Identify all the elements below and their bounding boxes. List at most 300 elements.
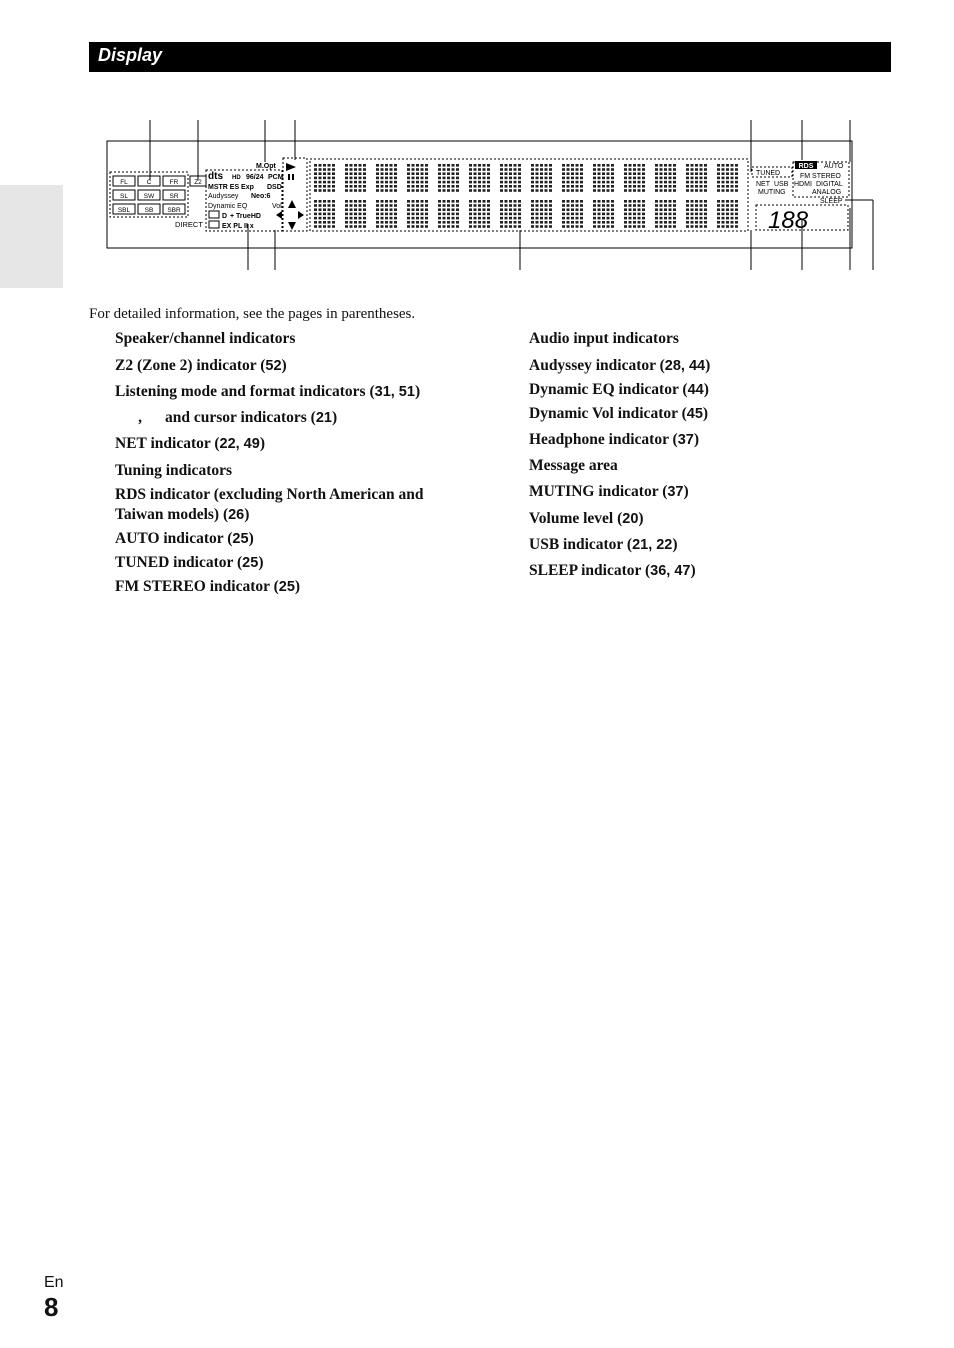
matrix-dot	[540, 168, 543, 171]
matrix-dot	[447, 225, 450, 228]
matrix-dot	[691, 172, 694, 175]
matrix-dot	[381, 181, 384, 184]
matrix-dot	[545, 200, 548, 203]
matrix-dot	[514, 213, 517, 216]
matrix-dot	[416, 189, 419, 192]
matrix-dot	[726, 181, 729, 184]
usb-indicator: USB	[774, 181, 789, 188]
matrix-dot	[443, 200, 446, 203]
matrix-dot	[505, 189, 508, 192]
matrix-dot	[686, 177, 689, 180]
matrix-dot	[562, 217, 565, 220]
matrix-dot	[660, 208, 663, 211]
matrix-dot	[629, 213, 632, 216]
matrix-dot	[359, 217, 362, 220]
matrix-dot	[624, 200, 627, 203]
matrix-dot	[323, 172, 326, 175]
matrix-dot	[354, 208, 357, 211]
matrix-dot	[438, 177, 441, 180]
item-text: Audio input indicators	[529, 330, 679, 347]
matrix-dot	[385, 213, 388, 216]
indicator-item	[529, 456, 618, 476]
matrix-dot	[314, 177, 317, 180]
matrix-dot	[359, 168, 362, 171]
matrix-dot	[593, 204, 596, 207]
matrix-dot	[691, 213, 694, 216]
matrix-dot	[319, 189, 322, 192]
matrix-dot	[474, 164, 477, 167]
matrix-dot	[376, 204, 379, 207]
matrix-dot	[567, 200, 570, 203]
digital-indicator: DIGITAL	[816, 181, 843, 188]
matrix-dot	[381, 168, 384, 171]
matrix-dot	[505, 225, 508, 228]
matrix-dot	[669, 168, 672, 171]
matrix-dot	[438, 213, 441, 216]
matrix-dot	[731, 213, 734, 216]
matrix-dot	[722, 200, 725, 203]
matrix-dot	[469, 213, 472, 216]
matrix-dot	[593, 225, 596, 228]
matrix-dot	[416, 177, 419, 180]
matrix-dot	[319, 213, 322, 216]
matrix-dot	[514, 172, 517, 175]
matrix-dot	[655, 221, 658, 224]
matrix-dot	[469, 200, 472, 203]
matrix-dot	[505, 217, 508, 220]
matrix-dot	[717, 208, 720, 211]
matrix-dot	[487, 200, 490, 203]
matrix-dot	[443, 225, 446, 228]
matrix-dot	[717, 185, 720, 188]
matrix-dot	[735, 204, 738, 207]
indicator-item	[115, 553, 263, 573]
matrix-dot	[655, 172, 658, 175]
page-number: 8	[44, 1292, 59, 1322]
matrix-dot	[735, 172, 738, 175]
matrix-dot	[607, 221, 610, 224]
matrix-dot	[350, 225, 353, 228]
matrix-dot	[381, 189, 384, 192]
matrix-dot	[487, 204, 490, 207]
matrix-dot	[443, 204, 446, 207]
matrix-dot	[700, 213, 703, 216]
muting-indicator: MUTING	[758, 189, 786, 196]
matrix-dot	[660, 164, 663, 167]
matrix-dot	[500, 217, 503, 220]
matrix-dot	[487, 189, 490, 192]
matrix-dot	[443, 177, 446, 180]
matrix-dot	[456, 168, 459, 171]
item-text: SLEEP indicator (	[529, 562, 651, 579]
matrix-dot	[549, 217, 552, 220]
matrix-dot	[673, 181, 676, 184]
matrix-dot	[660, 185, 663, 188]
matrix-dot	[717, 200, 720, 203]
matrix-dot	[691, 177, 694, 180]
matrix-dot	[314, 172, 317, 175]
matrix-dot	[571, 213, 574, 216]
matrix-dot	[443, 181, 446, 184]
page-ref: 28, 44	[664, 358, 706, 374]
dolby-d-indicator: D	[222, 213, 228, 220]
matrix-dot	[567, 217, 570, 220]
matrix-dot	[385, 172, 388, 175]
page-ref: 25	[232, 531, 249, 547]
matrix-dot	[726, 177, 729, 180]
speaker-label: FR	[169, 179, 179, 186]
matrix-dot	[505, 200, 508, 203]
matrix-dot	[478, 221, 481, 224]
matrix-dot	[407, 172, 410, 175]
matrix-dot	[722, 172, 725, 175]
matrix-dot	[669, 164, 672, 167]
matrix-dot	[686, 213, 689, 216]
matrix-dot	[531, 208, 534, 211]
matrix-dot	[394, 168, 397, 171]
matrix-dot	[332, 168, 335, 171]
matrix-dot	[629, 164, 632, 167]
matrix-dot	[633, 172, 636, 175]
matrix-dot	[350, 208, 353, 211]
matrix-dot	[638, 164, 641, 167]
matrix-dot	[593, 177, 596, 180]
matrix-dot	[580, 164, 583, 167]
matrix-dot	[319, 208, 322, 211]
matrix-dot	[602, 164, 605, 167]
matrix-dot	[514, 217, 517, 220]
matrix-dot	[363, 204, 366, 207]
matrix-dot	[407, 185, 410, 188]
matrix-dot	[412, 225, 415, 228]
matrix-dot	[319, 225, 322, 228]
matrix-dot	[394, 208, 397, 211]
matrix-dot	[350, 185, 353, 188]
matrix-dot	[611, 172, 614, 175]
matrix-dot	[456, 213, 459, 216]
matrix-dot	[407, 181, 410, 184]
matrix-dot	[438, 172, 441, 175]
matrix-dot	[655, 177, 658, 180]
matrix-dot	[686, 164, 689, 167]
matrix-dot	[549, 172, 552, 175]
matrix-dot	[359, 172, 362, 175]
matrix-dot	[376, 189, 379, 192]
matrix-dot	[642, 168, 645, 171]
matrix-dot	[642, 172, 645, 175]
matrix-dot	[469, 217, 472, 220]
matrix-dot	[328, 164, 331, 167]
matrix-dot	[633, 204, 636, 207]
page-ref: 20	[622, 511, 639, 527]
matrix-dot	[376, 213, 379, 216]
matrix-dot	[416, 221, 419, 224]
matrix-dot	[394, 221, 397, 224]
matrix-dot	[735, 217, 738, 220]
matrix-dot	[629, 189, 632, 192]
matrix-dot	[323, 164, 326, 167]
matrix-dot	[381, 185, 384, 188]
matrix-dot	[425, 204, 428, 207]
matrix-dot	[421, 200, 424, 203]
matrix-dot	[704, 185, 707, 188]
matrix-dot	[536, 217, 539, 220]
matrix-dot	[363, 225, 366, 228]
matrix-dot	[381, 204, 384, 207]
matrix-dot	[695, 181, 698, 184]
language-label: En	[44, 1274, 64, 1291]
matrix-dot	[691, 221, 694, 224]
matrix-dot	[571, 204, 574, 207]
matrix-dot	[456, 217, 459, 220]
item-close: )	[672, 536, 678, 553]
matrix-dot	[376, 208, 379, 211]
matrix-dot	[394, 200, 397, 203]
matrix-dot	[686, 181, 689, 184]
matrix-dot	[385, 217, 388, 220]
matrix-dot	[691, 164, 694, 167]
matrix-dot	[425, 225, 428, 228]
matrix-dot	[416, 164, 419, 167]
matrix-dot	[376, 225, 379, 228]
matrix-dot	[576, 189, 579, 192]
matrix-dot	[580, 177, 583, 180]
matrix-dot	[381, 225, 384, 228]
matrix-dot	[518, 221, 521, 224]
matrix-dot	[562, 200, 565, 203]
matrix-dot	[735, 181, 738, 184]
matrix-dot	[412, 217, 415, 220]
matrix-dot	[598, 221, 601, 224]
matrix-dot	[540, 221, 543, 224]
matrix-dot	[478, 200, 481, 203]
matrix-dot	[487, 221, 490, 224]
matrix-dot	[731, 189, 734, 192]
matrix-dot	[416, 225, 419, 228]
play-icon	[286, 163, 296, 171]
matrix-dot	[487, 185, 490, 188]
matrix-dot	[509, 204, 512, 207]
dsd-indicator: DSD	[267, 184, 282, 191]
matrix-dot	[704, 168, 707, 171]
rds-indicator: RDS	[798, 163, 814, 170]
matrix-dot	[412, 221, 415, 224]
matrix-dot	[456, 177, 459, 180]
matrix-dot	[363, 164, 366, 167]
matrix-dot	[731, 185, 734, 188]
matrix-dot	[483, 208, 486, 211]
matrix-dot	[483, 181, 486, 184]
matrix-dot	[443, 164, 446, 167]
matrix-dot	[354, 164, 357, 167]
matrix-dot	[593, 200, 596, 203]
matrix-dot	[704, 217, 707, 220]
indicator-item	[115, 434, 265, 454]
matrix-dot	[514, 168, 517, 171]
matrix-dot	[545, 185, 548, 188]
matrix-dot	[474, 225, 477, 228]
matrix-dot	[576, 221, 579, 224]
matrix-dot	[514, 204, 517, 207]
matrix-dot	[691, 200, 694, 203]
matrix-dot	[731, 221, 734, 224]
matrix-dot	[314, 185, 317, 188]
matrix-dot	[673, 204, 676, 207]
matrix-dot	[350, 172, 353, 175]
speaker-label: SR	[169, 193, 179, 200]
matrix-dot	[505, 204, 508, 207]
matrix-dot	[447, 189, 450, 192]
matrix-dot	[363, 213, 366, 216]
item-close: )	[414, 383, 421, 400]
matrix-dot	[376, 221, 379, 224]
matrix-dot	[700, 217, 703, 220]
matrix-dot	[686, 208, 689, 211]
matrix-dot	[607, 208, 610, 211]
matrix-dot	[726, 168, 729, 171]
front-display-diagram	[100, 112, 890, 277]
matrix-dot	[376, 200, 379, 203]
matrix-dot	[629, 225, 632, 228]
matrix-dot	[580, 181, 583, 184]
matrix-dot	[394, 217, 397, 220]
matrix-dot	[469, 172, 472, 175]
matrix-dot	[655, 185, 658, 188]
matrix-dot	[385, 181, 388, 184]
dyneq-indicator: Dynamic EQ	[208, 203, 248, 210]
matrix-dot	[664, 185, 667, 188]
matrix-dot	[731, 200, 734, 203]
matrix-dot	[443, 221, 446, 224]
matrix-dot	[540, 213, 543, 216]
matrix-dot	[562, 177, 565, 180]
matrix-dot	[354, 177, 357, 180]
matrix-dot	[669, 200, 672, 203]
matrix-dot	[722, 217, 725, 220]
matrix-dot	[438, 164, 441, 167]
matrix-dot	[531, 172, 534, 175]
matrix-dot	[505, 185, 508, 188]
matrix-dot	[580, 200, 583, 203]
matrix-dot	[456, 189, 459, 192]
matrix-dot	[323, 177, 326, 180]
matrix-dot	[731, 181, 734, 184]
matrix-dot	[350, 217, 353, 220]
matrix-dot	[567, 181, 570, 184]
matrix-dot	[580, 172, 583, 175]
matrix-dot	[314, 221, 317, 224]
matrix-dot	[332, 164, 335, 167]
matrix-dot	[655, 213, 658, 216]
matrix-dot	[717, 177, 720, 180]
matrix-dot	[633, 164, 636, 167]
matrix-dot	[478, 217, 481, 220]
indicator-item	[529, 430, 699, 450]
matrix-dot	[478, 164, 481, 167]
matrix-dot	[607, 168, 610, 171]
matrix-dot	[438, 208, 441, 211]
matrix-dot	[518, 200, 521, 203]
matrix-dot	[593, 217, 596, 220]
matrix-dot	[580, 225, 583, 228]
matrix-dot	[722, 221, 725, 224]
item-text: Dynamic Vol indicator (	[529, 405, 687, 422]
matrix-dot	[425, 213, 428, 216]
matrix-dot	[407, 217, 410, 220]
matrix-dot	[328, 189, 331, 192]
section-header	[89, 42, 891, 72]
matrix-dot	[726, 208, 729, 211]
matrix-dot	[390, 200, 393, 203]
matrix-dot	[474, 217, 477, 220]
matrix-dot	[695, 208, 698, 211]
matrix-dot	[394, 213, 397, 216]
hdmi-indicator: HDMI	[794, 181, 812, 188]
matrix-dot	[416, 181, 419, 184]
matrix-dot	[629, 168, 632, 171]
matrix-dot	[717, 172, 720, 175]
matrix-dot	[624, 189, 627, 192]
matrix-dot	[669, 181, 672, 184]
matrix-dot	[593, 172, 596, 175]
matrix-dot	[447, 213, 450, 216]
matrix-dot	[704, 164, 707, 167]
matrix-dot	[576, 177, 579, 180]
matrix-dot	[700, 200, 703, 203]
matrix-dot	[381, 213, 384, 216]
matrix-dot	[478, 204, 481, 207]
matrix-dot	[638, 213, 641, 216]
matrix-dot	[717, 164, 720, 167]
matrix-dot	[354, 168, 357, 171]
matrix-dot	[664, 221, 667, 224]
matrix-dot	[731, 204, 734, 207]
matrix-dot	[624, 221, 627, 224]
matrix-dot	[669, 185, 672, 188]
matrix-dot	[540, 217, 543, 220]
matrix-dot	[412, 168, 415, 171]
matrix-dot	[691, 185, 694, 188]
matrix-dot	[483, 172, 486, 175]
matrix-dot	[425, 177, 428, 180]
matrix-dot	[323, 217, 326, 220]
matrix-dot	[345, 164, 348, 167]
matrix-dot	[717, 225, 720, 228]
matrix-dot	[354, 221, 357, 224]
matrix-dot	[580, 221, 583, 224]
matrix-dot	[478, 177, 481, 180]
matrix-dot	[518, 172, 521, 175]
matrix-dot	[545, 189, 548, 192]
matrix-dot	[416, 168, 419, 171]
matrix-dot	[314, 217, 317, 220]
matrix-dot	[323, 181, 326, 184]
page-ref: 21	[315, 410, 332, 426]
matrix-dot	[673, 168, 676, 171]
matrix-dot	[438, 217, 441, 220]
matrix-dot	[407, 200, 410, 203]
matrix-dot	[531, 225, 534, 228]
matrix-dot	[381, 221, 384, 224]
matrix-dot	[638, 208, 641, 211]
matrix-dot	[390, 168, 393, 171]
matrix-dot	[447, 217, 450, 220]
item-text: Volume level (	[529, 510, 623, 527]
matrix-dot	[673, 208, 676, 211]
matrix-dot	[390, 177, 393, 180]
matrix-dot	[549, 225, 552, 228]
matrix-dot	[514, 177, 517, 180]
